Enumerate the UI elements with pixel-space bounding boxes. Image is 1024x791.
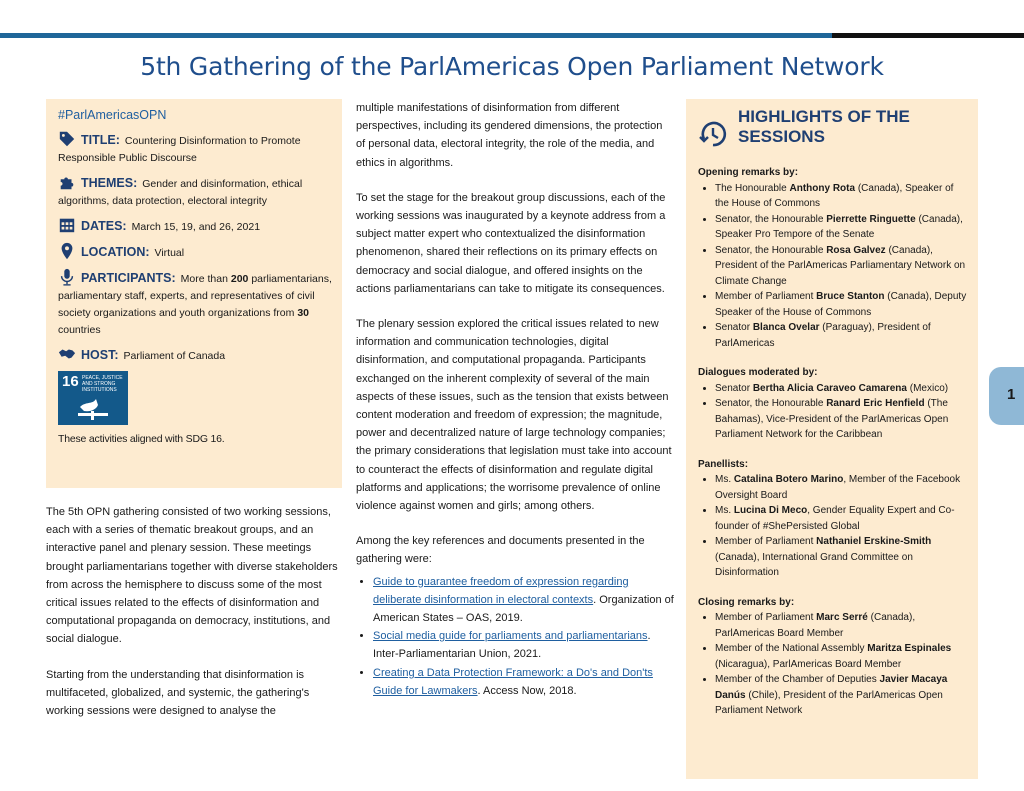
list-item [715, 381, 968, 397]
paragraph: multiple manifestations of disinformation from different perspectives, including its gendered dimensions, the protection of personal data, electoral integrity, the role of the media, and ethics in algorithms. [356, 102, 663, 169]
affiliation: , Member of the Facebook Oversight Board [715, 474, 961, 501]
person-name: Anthony Rota [789, 182, 856, 194]
person-name: Bertha Alicia Caraveo Camarena [752, 382, 907, 394]
closing-list [698, 610, 968, 719]
paragraph: The 5th OPN gathering consisted of two working sessions, each with a series of thematic breakout groups, and an interactive panel and plenary session. These meetings brought parliamentarians together with diverse stakeholders from across the hemisphere to discuss some of the most critical issues related to the effects of disinformation and computational propaganda on democracy, institutions, and social dialogue. [46, 506, 338, 646]
reference-source: . Access Now, 2018. [477, 684, 577, 697]
list-item [715, 396, 968, 443]
participants-field [58, 268, 332, 339]
person-name: Rosa Galvez [826, 244, 886, 256]
paragraph: Starting from the understanding that disinformation is multifaceted, globalized, and systemic, the gathering's working sessions were designed to analyse the [46, 668, 310, 718]
sdg-16-logo [58, 371, 128, 425]
host-field [58, 345, 332, 365]
opening-heading: Opening remarks by: [698, 167, 799, 178]
body-text [356, 99, 674, 700]
role: Senator [715, 322, 753, 333]
themes-value: Gender and disinformation, ethical algorithms, data protection, electoral integrity [58, 178, 303, 207]
themes-field [58, 173, 332, 210]
dialogues-list [698, 381, 968, 443]
tag-icon [58, 130, 76, 148]
affiliation: (Canada), ParlAmericas Board Member [715, 612, 916, 639]
page-number-tab [989, 367, 1024, 425]
intro-text [46, 503, 344, 737]
participants-pre: More than [180, 273, 228, 285]
highlights-box [686, 99, 978, 779]
location-pin-icon [58, 242, 76, 260]
reference-source: . Organization of American States – OAS, 2019. [373, 593, 674, 625]
reference-link-accessnow[interactable]: Creating a Data Protection Framework: a Do's and Don'ts Guide for Lawmakers [373, 666, 653, 697]
paragraph: Among the key references and documents presented in the gathering were: [356, 535, 645, 566]
role: Senator, the Honourable [715, 398, 827, 409]
host-label: HOST: [81, 348, 119, 362]
list-item [715, 212, 968, 243]
countries-count: 30 [297, 307, 309, 319]
affiliation: (Canada), Speaker Pro Tempore of the Senate [715, 213, 963, 240]
calendar-icon [58, 216, 76, 234]
info-box [46, 99, 342, 488]
dates-field [58, 216, 332, 236]
location-field [58, 242, 332, 262]
participants-post: countries [58, 324, 101, 336]
panellists-heading: Panellists: [698, 458, 749, 470]
person-name: Javier Macaya Danús [715, 674, 948, 701]
location-value: Virtual [154, 247, 185, 259]
reference-link-ipu[interactable]: Social media guide for parliaments and parliamentarians [373, 630, 648, 643]
puzzle-icon [58, 173, 76, 191]
role: Ms. [715, 505, 734, 516]
panellists-list [698, 472, 968, 581]
page-number: 1 [1007, 386, 1016, 403]
list-item [373, 573, 674, 628]
list-item [373, 627, 674, 663]
affiliation: (Mexico) [906, 382, 949, 394]
sdg-number: 16 [62, 373, 79, 390]
reference-source: . Inter-Parliamentarian Union, 2021. [373, 630, 651, 661]
list-item [715, 534, 968, 581]
person-name: Maritza Espinales [867, 643, 952, 654]
affiliation: (Paraguay), President of ParlAmericas [715, 322, 931, 349]
participants-count: 200 [230, 273, 249, 285]
dates-label: DATES: [81, 219, 127, 233]
sdg-caption: These activities aligned with SDG 16. [58, 433, 225, 445]
opening-list [698, 181, 968, 352]
highlights-title [738, 107, 910, 147]
role: Member of the National Assembly [715, 643, 868, 654]
person-name: Marc Serré [816, 612, 868, 623]
list-item [715, 289, 968, 320]
list-item [715, 472, 968, 503]
paragraph: To set the stage for the breakout group discussions, each of the working sessions was inaugurated by a keynote address from a subject matter expert who contextualized the disinformation phenomenon, shared their reflections on its primary effects on democracy and social dialogue, and offered insights on the actions parliamentarians can take to mitigate its consequences. [356, 191, 666, 295]
top-rule-black [832, 33, 1024, 38]
highlights-header [698, 107, 968, 157]
top-rule [0, 33, 1024, 38]
paragraph: The plenary session explored the critical issues related to new information and communication technologies, digital disinformation, and computational propaganda. Participants exchanged on the inherent complexity of several of the main aspects of these issues, such as the tension that exists between content moderation and freedom of expression; the magnitude, power and decentralized nature of large technology companies; the primary considerations that legislation must take into account to counteract the effects of disinformation and regulate digital platforms and applications; the worrisome prevalence of online violence against women and girls; among others. [356, 318, 672, 513]
affiliation: (Canada), Deputy Speaker of the House of Commons [715, 291, 967, 318]
role: Ms. [715, 474, 734, 485]
affiliation: (The Bahamas), Vice-President of the ParlAmericas Open Parliament Network for the Caribbean [715, 398, 949, 440]
person-name: Pierrette Ringuette [826, 213, 916, 225]
role: Senator [715, 382, 753, 394]
list-item [715, 672, 968, 719]
person-name: Blanca Ovelar [752, 322, 820, 333]
list-item [373, 664, 674, 700]
role: Member of Parliament [715, 291, 817, 302]
handshake-icon [58, 345, 76, 363]
dates-value: March 15, 19, and 26, 2021 [131, 221, 261, 233]
person-name: Ranard Eric Henfield [826, 398, 925, 409]
reference-link-oas[interactable]: Guide to guarantee freedom of expression regarding deliberate disinformation in electoral contexts [373, 575, 629, 606]
title-label: TITLE: [81, 133, 120, 147]
list-item [715, 610, 968, 641]
person-name: Nathaniel Erskine-Smith [816, 536, 932, 547]
affiliation: (Canada), International Grand Committee on Disinformation [715, 551, 913, 578]
dialogues-heading: Dialogues moderated by: [698, 367, 818, 378]
references-list [356, 573, 674, 700]
role: Member of Parliament [715, 536, 817, 547]
hashtag: #ParlAmericasOPN [58, 108, 167, 122]
top-rule-blue [0, 33, 832, 38]
affiliation: , Gender Equality Expert and Co-founder of #ShePersisted Global [715, 505, 955, 532]
sdg-goal-text: PEACE, JUSTICE AND STRONG INSTITUTIONS [82, 375, 123, 393]
list-item [715, 503, 968, 534]
host-value: Parliament of Canada [123, 350, 226, 362]
themes-label: THEMES: [81, 176, 138, 190]
participants-desc: parliamentarians, parliamentary staff, experts, and representatives of civil society organizations and youth organizations from [58, 273, 332, 319]
person-name: Lucina Di Meco [733, 505, 808, 516]
role: The Honourable [715, 182, 790, 194]
dove-icon [76, 393, 110, 421]
list-item [715, 320, 968, 351]
person-name: Bruce Stanton [816, 291, 885, 302]
microphone-icon [58, 268, 76, 286]
affiliation: (Nicaragua), ParlAmericas Board Member [715, 658, 902, 670]
role: Member of the Chamber of Deputies [715, 674, 880, 685]
closing-heading: Closing remarks by: [698, 596, 795, 608]
title-field [58, 130, 332, 167]
role: Senator, the Honourable [715, 244, 827, 256]
list-item [715, 243, 968, 290]
highlights-title-line2: SESSIONS [738, 127, 825, 146]
list-item [715, 641, 968, 672]
page-title: 5th Gathering of the ParlAmericas Open Parliament Network [140, 52, 884, 81]
location-label: LOCATION: [81, 245, 150, 259]
participants-label: PARTICIPANTS: [81, 271, 176, 285]
affiliation: (Canada), President of the ParlAmericas Parliamentary Network on Climate Change [715, 244, 966, 287]
title-value: Countering Disinformation to Promote Responsible Public Discourse [58, 135, 301, 164]
person-name: Catalina Botero Marino [733, 474, 844, 485]
role: Senator, the Honourable [715, 213, 827, 225]
clock-history-icon [698, 119, 728, 149]
list-item [715, 181, 968, 212]
affiliation: (Canada), Speaker of the House of Commons [715, 182, 954, 209]
highlights-title-line1: HIGHLIGHTS OF THE [738, 107, 910, 126]
affiliation: (Chile), President of the ParlAmericas Open Parliament Network [715, 689, 943, 716]
role: Member of Parliament [715, 612, 817, 623]
